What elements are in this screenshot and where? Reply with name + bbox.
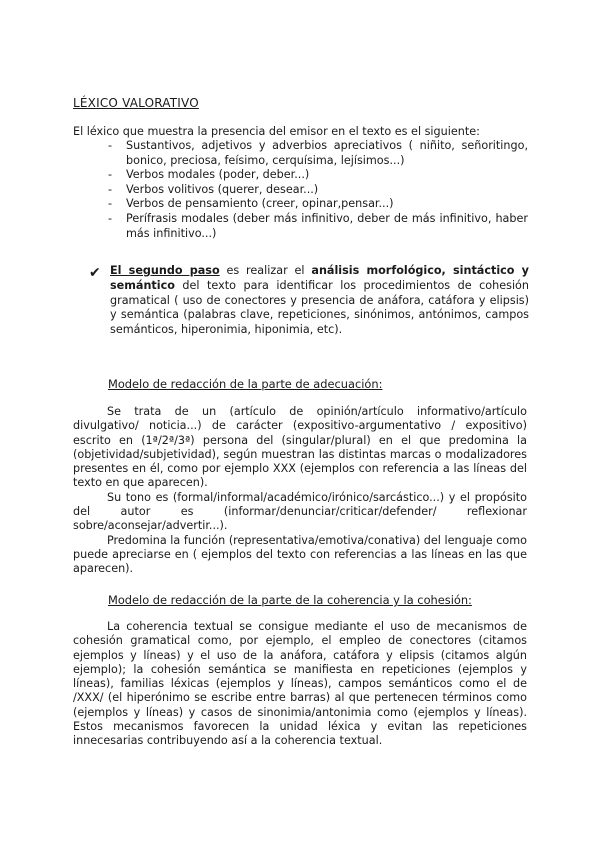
bullet-dash: -: [108, 197, 113, 211]
coherencia-paragraph: La coherencia textual se consigue mediante el uso de mecanismos de cohesión gramatical como, por ejemplo, el empleo de conectores (citamos ejemplos y líneas) y el uso de la anáfora, catáfora y elipsis (citamos algún ejemplo); la cohesión semántica se manifiesta en repeticiones (ejemplos y líneas), familias léxicas (ejemplos y líneas), campos semánticos como el de /XXX/ (el hiperónimo se escribe entre barras) al que pertenecen términos como (ejemplos y líneas) y casos de sinonimia/antonimia como (ejemplos y líneas). Estos mecanismos favorecen la unidad léxica y evitan las repeticiones innecesarias contribuyendo así a la coherencia textual.: [73, 620, 527, 748]
second-step-rest: del texto para identificar los procedimientos de cohesión gramatical ( uso de conectores y presencia de anáfora, catáfora y elipsis) y semántica (palabras clave, repeticiones, sinónimos, antónimos, campos semánticos, hiperonimia, hiponimia, etc).: [110, 278, 529, 337]
list-item: [108, 168, 528, 183]
bullet-dash: -: [108, 139, 113, 152]
second-step-label: El segundo paso: [110, 264, 220, 277]
adecuacion-paragraph: Predomina la función (representativa/emotiva/conativa) del lenguaje como puede apreciarse en ( ejemplos del texto con referencias a las líneas en las que aparecen).: [73, 533, 527, 576]
list-item-text: Verbos de pensamiento (creer, opinar,pensar...): [126, 197, 394, 211]
coherencia-body: [73, 620, 527, 749]
list-item: [108, 212, 528, 241]
bullet-dash: -: [108, 168, 113, 182]
list-item: [108, 197, 528, 212]
intro-text: El léxico que muestra la presencia del emisor en el texto es el siguiente:: [73, 125, 480, 138]
check-icon: ✔: [89, 265, 101, 281]
bullet-dash: -: [108, 182, 113, 196]
adecuacion-paragraph: Se trata de un (artículo de opinión/artículo informativo/artículo divulgativo/ noticia...) de carácter (expositivo-argumentativo / expositivo) escrito en (1ª/2ª/3ª) persona del (singular/plural) en el que predomina la (objetividad/subjetividad), según muestran las distintas marcas o modalizadores presentes en él, como por ejemplo XXX (ejemplos con referencia a las líneas del texto en que aparecen).: [73, 405, 527, 490]
list-item-text: Verbos volitivos (querer, desear...): [126, 182, 319, 196]
bullet-dash: -: [108, 211, 113, 225]
second-step-bold: análisis morfológico, sintáctico y semántico: [110, 264, 529, 292]
list-item-text: Perífrasis modales (deber más infinitivo, deber de más infinitivo, haber más infinitivo...): [126, 211, 528, 240]
list-item-text: Verbos modales (poder, deber...): [126, 168, 310, 182]
adecuacion-body: [73, 405, 527, 577]
second-step-intro: es realizar el: [219, 264, 312, 277]
list-item: [108, 183, 528, 198]
list-item: [108, 139, 528, 168]
second-step-text: [110, 264, 529, 338]
list-item-text: Sustantivos, adjetivos y adverbios apreciativos ( niñito, señoritingo, bonico, preciosa, feísimo, cerquísima, lejísimos...): [126, 139, 528, 167]
adecuacion-paragraph: Su tono es (formal/informal/académico/irónico/sarcástico...) y el propósito del autor es (informar/denunciar/criticar/defender/ reflexionar sobre/aconsejar/advertir...).: [73, 490, 527, 533]
coherencia-title: Modelo de redacción de la parte de la coherencia y la cohesión:: [108, 593, 472, 607]
section-title: LÉXICO VALORATIVO: [73, 96, 199, 110]
bullet-list: [108, 139, 528, 241]
adecuacion-title: Modelo de redacción de la parte de adecuación:: [108, 377, 383, 391]
